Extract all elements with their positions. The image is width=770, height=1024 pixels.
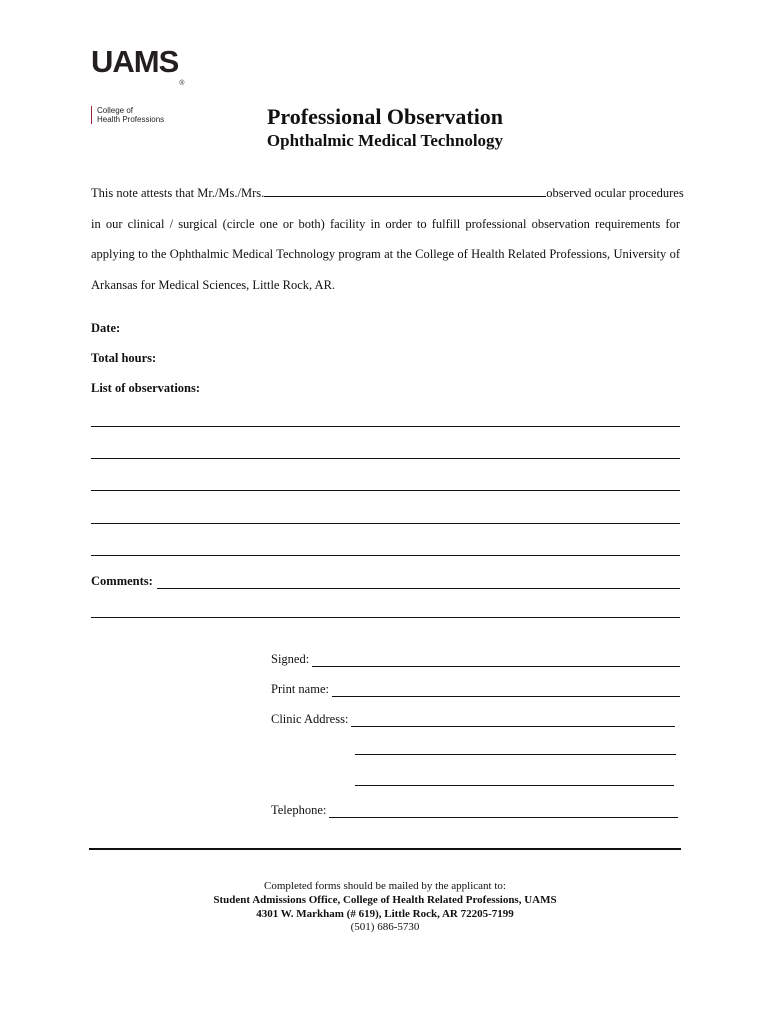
- comments-row: [91, 574, 680, 589]
- attestation-prefix: This note attests that Mr./Ms./Mrs.: [91, 186, 265, 200]
- clinic-address-label: Clinic Address:: [271, 712, 349, 726]
- total-hours-label: Total hours:: [91, 351, 157, 365]
- observation-line-4[interactable]: [91, 523, 680, 524]
- footer-instructions: Completed forms should be mailed by the applicant to:: [264, 880, 506, 892]
- observations-label: List of observations:: [91, 381, 201, 395]
- observation-line-2[interactable]: [91, 458, 680, 459]
- signed-row: [271, 652, 680, 667]
- clinic-address-field[interactable]: [351, 715, 675, 727]
- comments-field[interactable]: [157, 577, 680, 589]
- clinic-address-line-3[interactable]: [355, 785, 674, 786]
- logo-college-line2: Health Professions: [97, 115, 165, 124]
- print-name-field[interactable]: [332, 685, 680, 697]
- attestation-line-1-start: [91, 186, 546, 200]
- attestation-paragraph: [91, 186, 684, 308]
- observation-line-3[interactable]: [91, 490, 680, 491]
- footer-divider: [89, 848, 681, 850]
- logo-wordmark-text: UAMS: [91, 44, 179, 79]
- date-label: Date:: [91, 321, 121, 335]
- print-name-label: Print name:: [271, 682, 329, 696]
- clinic-address-row: [271, 712, 675, 727]
- telephone-label: Telephone:: [271, 803, 327, 817]
- page-subtitle: Ophthalmic Medical Technology: [266, 131, 504, 150]
- observer-name-field[interactable]: [264, 186, 546, 197]
- logo-wordmark: [91, 46, 211, 100]
- telephone-row: [271, 803, 678, 818]
- footer-office: Student Admissions Office, College of Health Related Professions, UAMS: [213, 894, 557, 906]
- attestation-line-1: [91, 186, 684, 217]
- telephone-field[interactable]: [329, 806, 678, 818]
- attestation-suffix: observed ocular procedures: [546, 186, 684, 200]
- clinic-address-line-2[interactable]: [355, 754, 676, 755]
- attestation-line-2: in our clinical / surgical (circle one or both) facility in order to fulfill professional observation requirements for: [91, 216, 680, 231]
- attestation-line-4: Arkansas for Medical Sciences, Little Rock, AR.: [91, 277, 336, 292]
- comments-line-2[interactable]: [91, 617, 680, 618]
- comments-label: Comments:: [91, 574, 153, 588]
- observation-line-5[interactable]: [91, 555, 680, 556]
- attestation-line-3: applying to the Ophthalmic Medical Technology program at the College of Health Related Professions, University of: [91, 247, 680, 261]
- observation-line-1[interactable]: [91, 426, 680, 427]
- print-name-row: [271, 682, 680, 697]
- signed-label: Signed:: [271, 652, 310, 666]
- registered-mark: ®: [179, 80, 185, 87]
- footer-phone: (501) 686-5730: [350, 921, 420, 933]
- logo-college-line1: College of: [97, 106, 134, 115]
- signature-field[interactable]: [312, 655, 680, 667]
- footer-address: 4301 W. Markham (# 619), Little Rock, AR 72205-7199: [256, 908, 514, 920]
- page-title: Professional Observation: [266, 104, 504, 129]
